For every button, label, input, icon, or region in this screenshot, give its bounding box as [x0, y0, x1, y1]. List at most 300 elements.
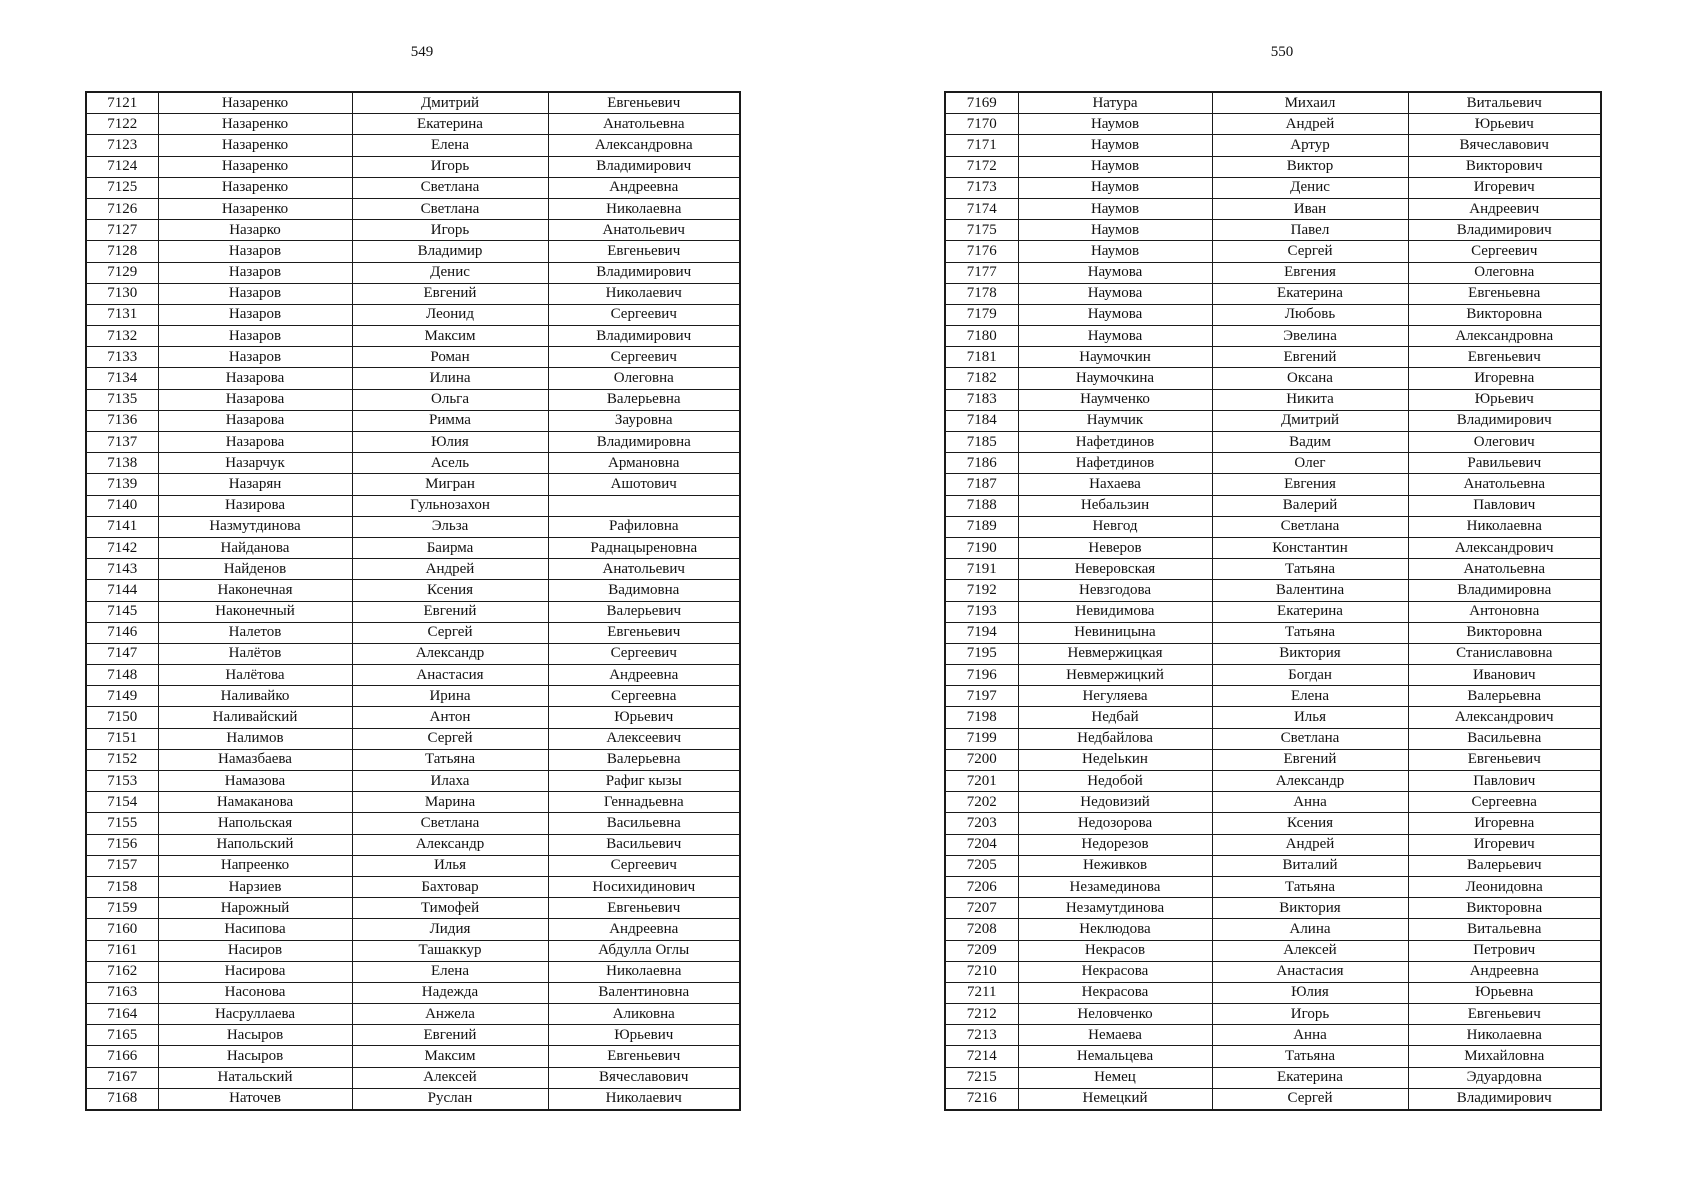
- first-name-cell: Екатерина: [1212, 601, 1408, 622]
- table-row: [945, 516, 1601, 537]
- table-row: [86, 326, 740, 347]
- last-name-cell: Намаканова: [158, 792, 352, 813]
- row-number-cell: 7159: [86, 898, 158, 919]
- patronymic-cell: Васильевна: [548, 813, 740, 834]
- patronymic-cell: Викторовна: [1408, 622, 1601, 643]
- last-name-cell: Неловченко: [1018, 1004, 1212, 1025]
- patronymic-cell: Евгеньевич: [1408, 1004, 1601, 1025]
- first-name-cell: Ксения: [352, 580, 548, 601]
- patronymic-cell: Васильевич: [548, 834, 740, 855]
- row-number-cell: 7209: [945, 940, 1018, 961]
- first-name-cell: Игорь: [352, 220, 548, 241]
- table-row: [945, 876, 1601, 897]
- row-number-cell: 7128: [86, 241, 158, 262]
- last-name-cell: Невгод: [1018, 516, 1212, 537]
- first-name-cell: Евгений: [1212, 749, 1408, 770]
- row-number-cell: 7155: [86, 813, 158, 834]
- table-row: [945, 432, 1601, 453]
- first-name-cell: Эльза: [352, 516, 548, 537]
- first-name-cell: Анастасия: [352, 665, 548, 686]
- last-name-cell: Назарова: [158, 410, 352, 431]
- row-number-cell: 7173: [945, 177, 1018, 198]
- row-number-cell: 7188: [945, 495, 1018, 516]
- row-number-cell: 7129: [86, 262, 158, 283]
- row-number-cell: 7160: [86, 919, 158, 940]
- table-row: [86, 876, 740, 897]
- patronymic-cell: Сергеевич: [548, 347, 740, 368]
- row-number-cell: 7198: [945, 707, 1018, 728]
- last-name-cell: Некрасов: [1018, 940, 1212, 961]
- first-name-cell: Валерий: [1212, 495, 1408, 516]
- patronymic-cell: Владимирович: [1408, 220, 1601, 241]
- row-number-cell: 7123: [86, 135, 158, 156]
- table-row: [86, 92, 740, 114]
- table-row: [945, 474, 1601, 495]
- table-row: [945, 410, 1601, 431]
- first-name-cell: Константин: [1212, 537, 1408, 558]
- first-name-cell: Оксана: [1212, 368, 1408, 389]
- patronymic-cell: Сергеевич: [1408, 241, 1601, 262]
- row-number-cell: 7214: [945, 1046, 1018, 1067]
- table-row: [945, 156, 1601, 177]
- row-number-cell: 7192: [945, 580, 1018, 601]
- patronymic-cell: Владимировна: [548, 432, 740, 453]
- patronymic-cell: Юрьевич: [548, 707, 740, 728]
- patronymic-cell: Равильевич: [1408, 453, 1601, 474]
- last-name-cell: Насруллаева: [158, 1004, 352, 1025]
- first-name-cell: Андрей: [352, 559, 548, 580]
- table-row: [945, 198, 1601, 219]
- table-row: [945, 1067, 1601, 1088]
- row-number-cell: 7151: [86, 728, 158, 749]
- patronymic-cell: Юрьевич: [1408, 114, 1601, 135]
- first-name-cell: Ксения: [1212, 813, 1408, 834]
- last-name-cell: Невиницына: [1018, 622, 1212, 643]
- patronymic-cell: Валерьевна: [548, 749, 740, 770]
- table-row: [945, 728, 1601, 749]
- first-name-cell: Леонид: [352, 304, 548, 325]
- last-name-cell: Наумов: [1018, 198, 1212, 219]
- table-row: [86, 368, 740, 389]
- patronymic-cell: Сергеевна: [1408, 792, 1601, 813]
- table-row: [86, 304, 740, 325]
- row-number-cell: 7175: [945, 220, 1018, 241]
- row-number-cell: 7167: [86, 1067, 158, 1088]
- patronymic-cell: Владимировна: [1408, 580, 1601, 601]
- last-name-cell: Нафетдинов: [1018, 453, 1212, 474]
- table-row: [86, 1004, 740, 1025]
- first-name-cell: Андрей: [1212, 114, 1408, 135]
- last-name-cell: Назаров: [158, 347, 352, 368]
- last-name-cell: Неверов: [1018, 537, 1212, 558]
- first-name-cell: Юлия: [1212, 982, 1408, 1003]
- last-name-cell: Недозорова: [1018, 813, 1212, 834]
- patronymic-cell: Сергеевич: [548, 855, 740, 876]
- patronymic-cell: Владимирович: [548, 326, 740, 347]
- table-row: [86, 580, 740, 601]
- table-row: [86, 940, 740, 961]
- last-name-cell: Назаров: [158, 262, 352, 283]
- last-name-cell: Наливайский: [158, 707, 352, 728]
- first-name-cell: Антон: [352, 707, 548, 728]
- last-name-cell: Немальцева: [1018, 1046, 1212, 1067]
- last-name-cell: Назаренко: [158, 92, 352, 114]
- last-name-cell: Наумочкин: [1018, 347, 1212, 368]
- patronymic-cell: Викторовна: [1408, 898, 1601, 919]
- last-name-cell: Наумочкина: [1018, 368, 1212, 389]
- row-number-cell: 7212: [945, 1004, 1018, 1025]
- row-number-cell: 7143: [86, 559, 158, 580]
- last-name-cell: Наумов: [1018, 241, 1212, 262]
- patronymic-cell: Сергеевич: [548, 304, 740, 325]
- first-name-cell: Асель: [352, 453, 548, 474]
- table-row: [86, 601, 740, 622]
- table-row: [945, 601, 1601, 622]
- last-name-cell: Наливайко: [158, 686, 352, 707]
- patronymic-cell: Анатольевна: [1408, 559, 1601, 580]
- row-number-cell: 7132: [86, 326, 158, 347]
- patronymic-cell: Алексеевич: [548, 728, 740, 749]
- row-number-cell: 7187: [945, 474, 1018, 495]
- table-row: [86, 559, 740, 580]
- first-name-cell: Надежда: [352, 982, 548, 1003]
- table-row: [86, 643, 740, 664]
- table-row: [945, 1004, 1601, 1025]
- table-row: [945, 537, 1601, 558]
- patronymic-cell: Ашотович: [548, 474, 740, 495]
- row-number-cell: 7189: [945, 516, 1018, 537]
- patronymic-cell: Анатольевна: [548, 114, 740, 135]
- last-name-cell: Наумова: [1018, 304, 1212, 325]
- row-number-cell: 7194: [945, 622, 1018, 643]
- first-name-cell: Вадим: [1212, 432, 1408, 453]
- last-name-cell: Назарчук: [158, 453, 352, 474]
- table-row: [86, 537, 740, 558]
- patronymic-cell: Абдулла Оглы: [548, 940, 740, 961]
- patronymic-cell: Игоревич: [1408, 177, 1601, 198]
- table-row: [945, 771, 1601, 792]
- first-name-cell: Елена: [352, 961, 548, 982]
- table-row: [945, 580, 1601, 601]
- table-row: [86, 198, 740, 219]
- last-name-cell: Назаренко: [158, 177, 352, 198]
- patronymic-cell: Андреевна: [1408, 961, 1601, 982]
- last-name-cell: Неклюдова: [1018, 919, 1212, 940]
- row-number-cell: 7197: [945, 686, 1018, 707]
- row-number-cell: 7169: [945, 92, 1018, 114]
- patronymic-cell: Николаевна: [1408, 1025, 1601, 1046]
- last-name-cell: Назарко: [158, 220, 352, 241]
- row-number-cell: 7136: [86, 410, 158, 431]
- last-name-cell: Недelькин: [1018, 749, 1212, 770]
- row-number-cell: 7137: [86, 432, 158, 453]
- patronymic-cell: Николаевна: [1408, 516, 1601, 537]
- row-number-cell: 7200: [945, 749, 1018, 770]
- patronymic-cell: Рафиловна: [548, 516, 740, 537]
- last-name-cell: Немаева: [1018, 1025, 1212, 1046]
- row-number-cell: 7156: [86, 834, 158, 855]
- row-number-cell: 7121: [86, 92, 158, 114]
- row-number-cell: 7174: [945, 198, 1018, 219]
- last-name-cell: Нарзиев: [158, 876, 352, 897]
- table-row: [86, 792, 740, 813]
- row-number-cell: 7125: [86, 177, 158, 198]
- first-name-cell: Мигран: [352, 474, 548, 495]
- last-name-cell: Наточев: [158, 1088, 352, 1110]
- row-number-cell: 7150: [86, 707, 158, 728]
- last-name-cell: Насыров: [158, 1025, 352, 1046]
- row-number-cell: 7185: [945, 432, 1018, 453]
- row-number-cell: 7172: [945, 156, 1018, 177]
- last-name-cell: Наумова: [1018, 262, 1212, 283]
- table-row: [945, 347, 1601, 368]
- patronymic-cell: Антоновна: [1408, 601, 1601, 622]
- first-name-cell: Баирма: [352, 537, 548, 558]
- row-number-cell: 7157: [86, 855, 158, 876]
- first-name-cell: Павел: [1212, 220, 1408, 241]
- first-name-cell: Екатерина: [1212, 283, 1408, 304]
- patronymic-cell: Анатольевич: [548, 559, 740, 580]
- patronymic-cell: Валерьевна: [548, 389, 740, 410]
- first-name-cell: Анжела: [352, 1004, 548, 1025]
- table-row: [945, 813, 1601, 834]
- patronymic-cell: Васильевна: [1408, 728, 1601, 749]
- last-name-cell: Наконечная: [158, 580, 352, 601]
- last-name-cell: Назаров: [158, 241, 352, 262]
- patronymic-cell: Витальевич: [1408, 92, 1601, 114]
- table-row: [945, 220, 1601, 241]
- table-row: [86, 177, 740, 198]
- last-name-cell: Натура: [1018, 92, 1212, 114]
- table-row: [86, 919, 740, 940]
- last-name-cell: Назаров: [158, 283, 352, 304]
- last-name-cell: Назарова: [158, 368, 352, 389]
- row-number-cell: 7206: [945, 876, 1018, 897]
- last-name-cell: Негуляева: [1018, 686, 1212, 707]
- first-name-cell: Максим: [352, 1046, 548, 1067]
- table-row: [86, 156, 740, 177]
- table-row: [945, 114, 1601, 135]
- last-name-cell: Налётов: [158, 643, 352, 664]
- table-row: [86, 771, 740, 792]
- last-name-cell: Напольский: [158, 834, 352, 855]
- first-name-cell: Татьяна: [1212, 876, 1408, 897]
- table-row: [86, 495, 740, 516]
- first-name-cell: Татьяна: [352, 749, 548, 770]
- first-name-cell: Игорь: [352, 156, 548, 177]
- first-name-cell: Любовь: [1212, 304, 1408, 325]
- table-row: [86, 728, 740, 749]
- patronymic-cell: Евгеньевич: [1408, 749, 1601, 770]
- patronymic-cell: Евгеньевич: [548, 92, 740, 114]
- last-name-cell: Напреенко: [158, 855, 352, 876]
- table-row: [945, 707, 1601, 728]
- first-name-cell: Сергей: [352, 622, 548, 643]
- table-row: [945, 262, 1601, 283]
- patronymic-cell: Валентиновна: [548, 982, 740, 1003]
- table-row: [86, 347, 740, 368]
- row-number-cell: 7133: [86, 347, 158, 368]
- patronymic-cell: Николаевич: [548, 1088, 740, 1110]
- table-row: [945, 283, 1601, 304]
- row-number-cell: 7122: [86, 114, 158, 135]
- row-number-cell: 7124: [86, 156, 158, 177]
- first-name-cell: Сергей: [1212, 241, 1408, 262]
- first-name-cell: Марина: [352, 792, 548, 813]
- first-name-cell: Ольга: [352, 389, 548, 410]
- patronymic-cell: Анатольевна: [1408, 474, 1601, 495]
- patronymic-cell: Олеговна: [548, 368, 740, 389]
- row-number-cell: 7135: [86, 389, 158, 410]
- last-name-cell: Наумчик: [1018, 410, 1212, 431]
- table-row: [945, 241, 1601, 262]
- patronymic-cell: Вадимовна: [548, 580, 740, 601]
- last-name-cell: Назаренко: [158, 135, 352, 156]
- table-row: [86, 982, 740, 1003]
- first-name-cell: Екатерина: [1212, 1067, 1408, 1088]
- patronymic-cell: Олеговна: [1408, 262, 1601, 283]
- last-name-cell: Неверовская: [1018, 559, 1212, 580]
- row-number-cell: 7146: [86, 622, 158, 643]
- table-row: [86, 1025, 740, 1046]
- first-name-cell: Елена: [1212, 686, 1408, 707]
- patronymic-cell: Александровна: [548, 135, 740, 156]
- row-number-cell: 7202: [945, 792, 1018, 813]
- table-row: [86, 813, 740, 834]
- row-number-cell: 7195: [945, 643, 1018, 664]
- patronymic-cell: Игоревич: [1408, 834, 1601, 855]
- first-name-cell: Сергей: [352, 728, 548, 749]
- table-row: [86, 961, 740, 982]
- table-row: [86, 686, 740, 707]
- row-number-cell: 7144: [86, 580, 158, 601]
- table-row: [945, 135, 1601, 156]
- first-name-cell: Илья: [1212, 707, 1408, 728]
- row-number-cell: 7182: [945, 368, 1018, 389]
- first-name-cell: Анастасия: [1212, 961, 1408, 982]
- patronymic-cell: Павлович: [1408, 495, 1601, 516]
- last-name-cell: Назаренко: [158, 198, 352, 219]
- row-number-cell: 7142: [86, 537, 158, 558]
- row-number-cell: 7179: [945, 304, 1018, 325]
- first-name-cell: Светлана: [1212, 516, 1408, 537]
- patronymic-cell: Владимирович: [548, 262, 740, 283]
- row-number-cell: 7152: [86, 749, 158, 770]
- roster-table-left: [85, 91, 741, 1111]
- first-name-cell: Александр: [352, 643, 548, 664]
- last-name-cell: Налетов: [158, 622, 352, 643]
- last-name-cell: Незамединова: [1018, 876, 1212, 897]
- first-name-cell: Евгения: [1212, 474, 1408, 495]
- patronymic-cell: Носихидинович: [548, 876, 740, 897]
- table-row: [945, 92, 1601, 114]
- table-row: [86, 749, 740, 770]
- table-row: [945, 389, 1601, 410]
- table-row: [86, 707, 740, 728]
- table-row: [945, 559, 1601, 580]
- last-name-cell: Наумченко: [1018, 389, 1212, 410]
- patronymic-cell: Андреевна: [548, 665, 740, 686]
- patronymic-cell: Рафиг кызы: [548, 771, 740, 792]
- last-name-cell: Некрасова: [1018, 961, 1212, 982]
- last-name-cell: Небальзин: [1018, 495, 1212, 516]
- patronymic-cell: Станиславовна: [1408, 643, 1601, 664]
- first-name-cell: Дмитрий: [1212, 410, 1408, 431]
- row-number-cell: 7153: [86, 771, 158, 792]
- table-row: [945, 622, 1601, 643]
- first-name-cell: Алексей: [1212, 940, 1408, 961]
- first-name-cell: Светлана: [352, 177, 548, 198]
- row-number-cell: 7130: [86, 283, 158, 304]
- last-name-cell: Намазбаева: [158, 749, 352, 770]
- row-number-cell: 7131: [86, 304, 158, 325]
- first-name-cell: Татьяна: [1212, 622, 1408, 643]
- row-number-cell: 7140: [86, 495, 158, 516]
- row-number-cell: 7141: [86, 516, 158, 537]
- patronymic-cell: Евгеньевна: [1408, 283, 1601, 304]
- patronymic-cell: Вячеславович: [548, 1067, 740, 1088]
- table-row: [86, 220, 740, 241]
- row-number-cell: 7210: [945, 961, 1018, 982]
- table-row: [86, 665, 740, 686]
- table-row: [945, 855, 1601, 876]
- first-name-cell: Евгений: [1212, 347, 1408, 368]
- row-number-cell: 7162: [86, 961, 158, 982]
- table-row: [945, 304, 1601, 325]
- patronymic-cell: Николаевна: [548, 961, 740, 982]
- last-name-cell: Назирова: [158, 495, 352, 516]
- first-name-cell: Алексей: [352, 1067, 548, 1088]
- patronymic-cell: Леонидовна: [1408, 876, 1601, 897]
- row-number-cell: 7145: [86, 601, 158, 622]
- last-name-cell: Нафетдинов: [1018, 432, 1212, 453]
- last-name-cell: Наумов: [1018, 220, 1212, 241]
- first-name-cell: Евгений: [352, 283, 548, 304]
- row-number-cell: 7149: [86, 686, 158, 707]
- first-name-cell: Виктор: [1212, 156, 1408, 177]
- patronymic-cell: Юрьевна: [1408, 982, 1601, 1003]
- table-row: [945, 1046, 1601, 1067]
- first-name-cell: Олег: [1212, 453, 1408, 474]
- row-number-cell: 7204: [945, 834, 1018, 855]
- first-name-cell: Богдан: [1212, 665, 1408, 686]
- row-number-cell: 7177: [945, 262, 1018, 283]
- row-number-cell: 7147: [86, 643, 158, 664]
- last-name-cell: Наумова: [1018, 283, 1212, 304]
- last-name-cell: Немец: [1018, 1067, 1212, 1088]
- table-row: [945, 326, 1601, 347]
- table-row: [945, 898, 1601, 919]
- patronymic-cell: Анатольевич: [548, 220, 740, 241]
- row-number-cell: 7196: [945, 665, 1018, 686]
- page-number-right: 550: [1270, 44, 1294, 60]
- last-name-cell: Натальский: [158, 1067, 352, 1088]
- patronymic-cell: Викторович: [1408, 156, 1601, 177]
- first-name-cell: Ташаккур: [352, 940, 548, 961]
- patronymic-cell: Игоревна: [1408, 368, 1601, 389]
- first-name-cell: Лидия: [352, 919, 548, 940]
- last-name-cell: Нахаева: [1018, 474, 1212, 495]
- row-number-cell: 7199: [945, 728, 1018, 749]
- patronymic-cell: Раднацыреновна: [548, 537, 740, 558]
- row-number-cell: 7134: [86, 368, 158, 389]
- first-name-cell: Михаил: [1212, 92, 1408, 114]
- first-name-cell: Роман: [352, 347, 548, 368]
- row-number-cell: 7215: [945, 1067, 1018, 1088]
- last-name-cell: Назарова: [158, 389, 352, 410]
- row-number-cell: 7176: [945, 241, 1018, 262]
- first-name-cell: Эвелина: [1212, 326, 1408, 347]
